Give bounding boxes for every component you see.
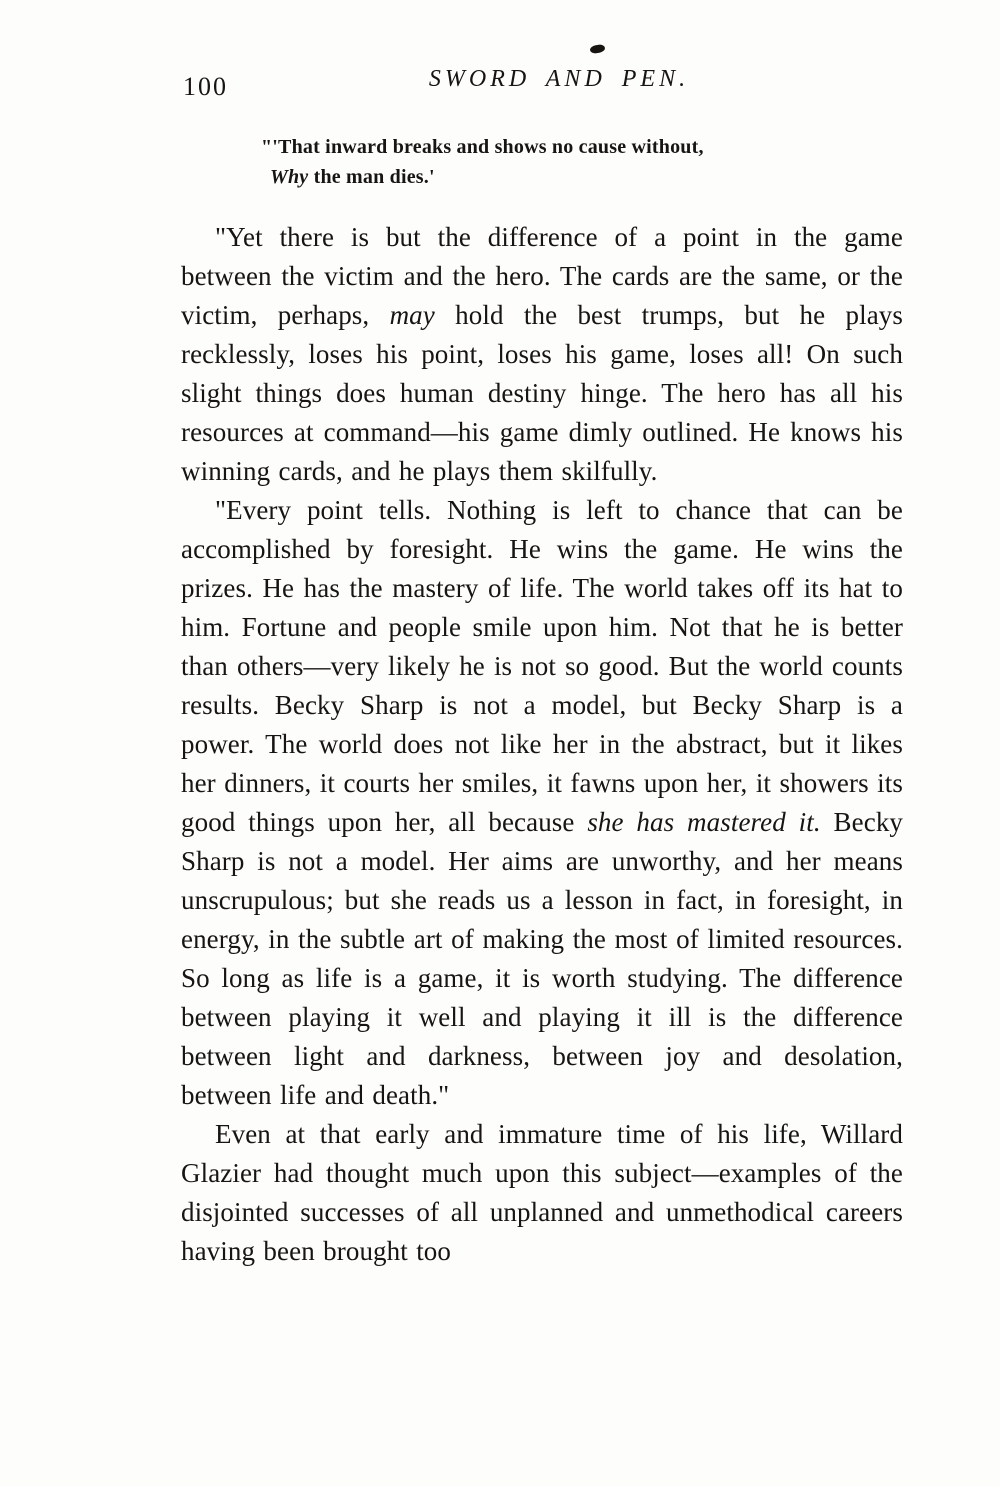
italic-text-run: Why [270,166,309,188]
page-content [181,66,903,1271]
running-title: SWORD AND PEN. [428,66,690,92]
text-run: the man dies.' [308,166,435,188]
italic-text-run: may [389,300,435,330]
text-run: "'That inward breaks and shows no cause without, [261,136,704,158]
page-number: 100 [183,72,228,101]
text-run: Even at that early and immature time of his life, Willard Glazier had thought much upon this subject—examples of the disjointed successes of all unplanned and unmethodical careers having been brought too [181,1119,903,1266]
ink-mark-ornament [589,44,605,54]
text-run: "Every point tells. Nothing is left to chance that can be accomplished by foresight. He wins the game. He wins the prizes. He has the mastery of life. The world takes off its hat to him. Fortune and people smile upon him. Not that he is better than others—very likely he is not so good. But the world counts results. Becky Sharp is not a model, but Becky Sharp is a power. The world does not like her in the abstract, but it likes her dinners, it courts her smiles, it fawns upon her, it showers its good things upon her, all because [181,495,903,837]
epigraph-line [261,132,903,162]
paragraph [181,1115,903,1271]
running-header [181,66,903,108]
paragraph [181,218,903,491]
text-run: "Yet there is but the difference of a point in the game between the victim and the hero. The cards are the same, or the victim, perhaps, [181,222,903,330]
text-run: hold the best trumps, but he plays recklessly, loses his point, loses his game, loses all! On such slight things does human destiny hinge. The hero has all his resources at command—his game dimly outlined. He knows his winning cards, and he plays them skilfully. [181,300,903,486]
paragraph [181,491,903,1115]
epigraph-quote [261,132,903,192]
epigraph-line [270,162,903,192]
body-text [181,218,903,1271]
text-run: Becky Sharp is not a model. Her aims are unworthy, and her means unscrupulous; but she reads us a lesson in fact, in foresight, in energy, in the subtle art of making the most of limited resources. So long as life is a game, it is worth studying. The difference between playing it well and playing it ill is the difference between light and darkness, between joy and desolation, between life and death." [181,807,904,1110]
italic-text-run: she has mastered it. [587,807,821,837]
